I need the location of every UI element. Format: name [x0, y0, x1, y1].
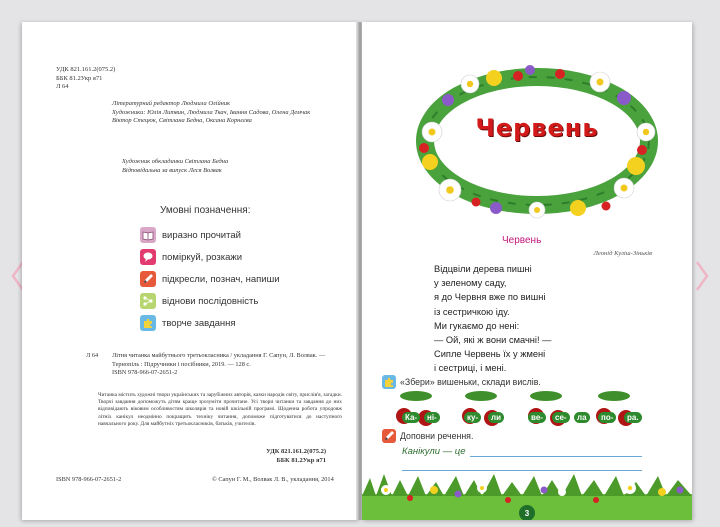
legend-item: підкресли, познач, напиши [140, 268, 280, 290]
poem-title: Червень [502, 235, 542, 246]
poem-line: Ми гукаємо до нені: [434, 320, 520, 331]
puzzle-icon [140, 315, 156, 331]
legend-list [140, 224, 280, 334]
legend-item: творче завдання [140, 312, 280, 334]
syllable[interactable]: ве- [528, 412, 546, 423]
credits-block: Літературний редактор Людмила Олійник Художники: Юлія Литвин, Людмила Ткач, Івання Садова, Олена Демчак Віктор Стецюк, Світлана Бедна, Оксана Корнєєва [112, 100, 311, 125]
syllable[interactable]: ку- [464, 412, 481, 423]
poem-line: і сестриці, і мені. [434, 363, 507, 374]
fill-in-prompt: Канікули — це [402, 446, 466, 457]
copyright-line: © Сапун Г. М., Волвак Л. В., укладання, 2014 [212, 476, 334, 483]
wreath-title: Червень [475, 114, 599, 142]
next-page-arrow[interactable] [692, 258, 712, 294]
poem-line: у зеленому саду, [434, 278, 507, 289]
syllable[interactable]: се- [552, 412, 570, 423]
poem-line: я до Червня вже по вишні [434, 292, 546, 303]
poem-line: Відцвіли дерева пишні [434, 264, 532, 274]
puzzle-icon [382, 375, 396, 389]
syllable[interactable]: ла [574, 412, 590, 423]
poem-line: із сестричкою іду. [434, 306, 510, 317]
open-book-icon [140, 227, 156, 243]
legend-item: поміркуй, розкажи [140, 246, 280, 268]
page-number: 3 [519, 505, 535, 520]
pencil-icon [140, 271, 156, 287]
left-page [22, 22, 360, 520]
syllable[interactable]: Ка- [402, 412, 420, 423]
task-collect-cherries: «Збери» вишеньки, склади вислів. [382, 375, 541, 389]
bibliographic-entry: Літня читанка майбутнього третьокласника / укладання Г. Сапун, Л. Волвак. — Тернопіль : Підручники і посібники, 2019. — 128 с. ISBN 978-966-07-2651-2 [112, 352, 326, 377]
credits-cover-block: Художник обкладинки Світлана Бедна Відповідальна за випуск Леся Волвак [122, 158, 229, 174]
syllable[interactable]: по- [598, 412, 616, 423]
chevron-right-icon [692, 258, 712, 294]
right-page [362, 22, 692, 520]
bibliographic-number: Л 64 [86, 352, 99, 359]
isbn-bottom: ISBN 978-966-07-2651-2 [56, 476, 122, 483]
legend-item: віднови послідовність [140, 290, 280, 312]
classification-codes: УДК 821.161.2(075.2) ББК 81.2Укр я71 Л 64 [56, 66, 116, 90]
sequence-icon [140, 293, 156, 309]
answer-line[interactable] [470, 456, 642, 457]
task-complete-sentence: Доповни речення. [382, 429, 473, 443]
annotation-text: Читанка містить художні твори українських та зарубіжних авторів, казки народів світу, прислів'я, загадки. Творчі завдання допоможуть дітям краще зрозуміти прочитане. Усі твори читанки та завдання до них відповідають віковим особливостям школярів та новій шкільній програмі. Щоденна робота упродовж літніх канікул неодмінно покращить техніку читання, допоможе підготуватися до наступного навчального року. Для майбутніх третьокласників, батьків, учителів. [98, 392, 342, 427]
poem-author: Леонід Куліш-Зіньків [593, 250, 652, 257]
syllable[interactable]: ні- [424, 412, 440, 423]
pencil-icon [382, 429, 396, 443]
legend-item: виразно прочитай [140, 224, 280, 246]
legend-title: Умовні позначення: [160, 205, 251, 216]
udk-bottom: УДК 821.161.2(075.2) ББК 81.2Укр я71 [266, 448, 326, 464]
syllable-row [402, 412, 672, 428]
poem-text [434, 262, 551, 376]
speech-bubble-icon [140, 249, 156, 265]
syllable[interactable]: ли [488, 412, 504, 423]
poem-line: Сипле Червень їх у жмені [434, 349, 546, 360]
syllable[interactable]: ра. [624, 412, 642, 423]
poem-line: — Ой, які ж вони смачні! — [434, 335, 552, 346]
